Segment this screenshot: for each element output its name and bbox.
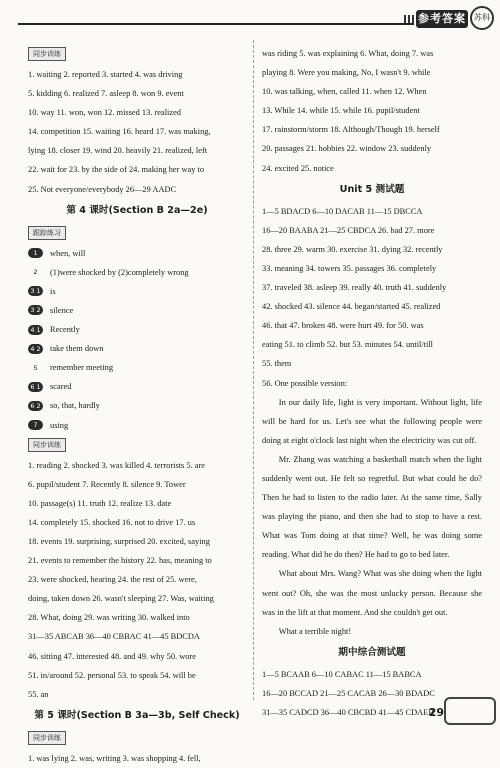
publisher-logo-icon: 苏科 — [470, 6, 494, 30]
item-answer: Recently — [50, 325, 80, 335]
answer-line: 31—35 CADCD 36—40 CBCBD 41—45 CDAEB — [262, 708, 434, 717]
answer-line: 14. completely 15. shocked 16. not to drive 17. us — [28, 517, 196, 527]
answer-line: 25. Not everyone/everybody 26—29 AADC — [28, 184, 177, 194]
follow-item — [28, 358, 246, 377]
follow-item — [28, 377, 246, 396]
right-column — [262, 44, 482, 722]
watermark-stamp-icon — [444, 697, 496, 725]
answer-line: 10. passage(s) 11. truth 12. realize 13. date — [28, 498, 172, 508]
item-number-label: 3 1 — [28, 286, 43, 296]
essay-paragraph: Mr. Zhang was watching a basketball match when the light suddenly went out. He felt so regretful. But what could he do? Then he had to listen to the radio later. At the same time, Sally was playing the piano, and then she had to stop to have a rest. What was Tom doing at that time? Well, he was doing some reading. What did he do then? He had to go to bed later. — [262, 454, 482, 560]
answer-lines — [28, 749, 246, 768]
answer-line: 17. rainstorm/storm 18. Although/Though 19. herself — [262, 125, 440, 135]
item-answer: scared — [50, 382, 72, 392]
answer-line: 28. What, doing 29. was writing 30. walked into — [28, 613, 190, 623]
item-answer: is — [50, 286, 56, 296]
answer-line: 1. was lying 2. was, writing 3. was shopping 4. fell, — [28, 753, 201, 763]
item-number-label: 6 1 — [28, 382, 43, 392]
answer-lines — [28, 65, 246, 199]
item-number-label: 4 2 — [28, 344, 43, 354]
item-number-label: 5 — [33, 363, 38, 372]
answer-lines — [28, 456, 246, 704]
column-divider — [253, 40, 254, 700]
answer-line: 5. kidding 6. realized 7. asleep 8. won 9. event — [28, 89, 184, 99]
item-number-label: 3 2 — [28, 305, 43, 315]
answer-line: 1—5 BDACD 6—10 DACAB 11—15 DBCCA — [262, 206, 423, 216]
answer-line: doing, taken down 26. wasn't sleeping 27. Was, waiting — [28, 594, 214, 604]
item-number-label: 4 1 — [28, 325, 43, 335]
follow-item — [28, 244, 246, 263]
item-number-label: 7 — [28, 420, 43, 430]
essay-paragraph: What about Mrs. Wang? What was she doing when the light went out? Oh, she was the most unlucky person. Because she was in the lift at that moment. And she couldn't get out. — [262, 569, 482, 617]
follow-item — [28, 396, 246, 415]
follow-item — [28, 320, 246, 339]
left-column — [28, 44, 246, 768]
answer-line: 37. traveled 38. asleep 39. really 40. truth 41. suddenly — [262, 283, 447, 293]
essay-paragraph: What a terrible night! — [278, 626, 352, 636]
section-tag: 同步训练 — [28, 438, 66, 452]
answer-line: 22. wait for 23. by the side of 24. making her way to — [28, 165, 205, 175]
answer-line: 20. passages 21. hobbies 22. window 23. suddenly — [262, 144, 432, 154]
header-rule — [18, 23, 414, 25]
follow-item — [28, 282, 246, 301]
item-answer: when, will — [50, 248, 86, 258]
answer-line: 14. competition 15. waiting 16. heard 17. was making, — [28, 127, 211, 137]
answer-line: 51. in/around 52. personal 53. to speak 54. will be — [28, 670, 196, 680]
midterm-title: 期中综合测试题 — [338, 646, 406, 658]
answer-line: playing 8. Were you making, No, I wasn't 9. while — [262, 68, 431, 78]
answer-line: 23. were shocked, hearing 24. the rest of 25. were, — [28, 575, 197, 585]
answer-line: 55. them — [262, 359, 292, 369]
essay-paragraph: In our daily life, light is very important. Without light, life will be hard for us. Let's see what the following people were doing at eight o'clock last night when the electricity was cut off. — [262, 397, 482, 445]
item-number-label: 6 2 — [28, 401, 43, 411]
answer-line: 13. While 14. while 15. while 16. pupil/student — [262, 106, 420, 116]
item-number-label: 2 — [33, 268, 38, 277]
answer-line: 24. excited 25. notice — [262, 163, 334, 173]
answer-line: 31—35 ABCAB 36—40 CBBAC 41—45 BDCDA — [28, 632, 200, 642]
answer-line: was riding 5. was explaining 6. What, doing 7. was — [262, 49, 434, 58]
sample-essay — [262, 393, 482, 641]
item-answer: remember meeting — [50, 363, 114, 373]
item-number-label: 1 — [28, 248, 43, 258]
item-answer: using — [50, 420, 69, 430]
answer-line: 1. reading 2. shocked 3. was killed 4. terrorists 5. are — [28, 460, 205, 470]
lesson-title: 第 5 课时(Section B 3a—3b, Self Check) — [34, 709, 240, 721]
section-tag: 同步训练 — [28, 731, 66, 745]
lesson-title: 第 4 课时(Section B 2a—2e) — [66, 204, 208, 216]
answer-line: 42. shocked 43. silence 44. began/started 45. realized — [262, 302, 441, 312]
answer-line: 56. One possible version: — [262, 378, 348, 388]
item-answer: so, that, hardly — [50, 401, 100, 411]
answer-line: 46. that 47. broken 48. were hurt 49. for 50. was — [262, 321, 424, 331]
unit-test-title: Unit 5 测试题 — [339, 183, 405, 195]
page-number: 29 — [428, 706, 444, 719]
answer-line: 18. events 19. surprising, surprised 20. excited, saying — [28, 536, 210, 546]
answer-line: 16—20 BAABA 21—25 CBDCA 26. bad 27. more — [262, 225, 435, 235]
header-dots — [404, 15, 414, 23]
answer-lines — [262, 202, 482, 393]
answer-lines — [262, 44, 482, 178]
item-answer: silence — [50, 305, 74, 315]
answer-line: 1—5 BCAAB 6—10 CABAC 11—15 BABCA — [262, 669, 422, 679]
follow-item — [28, 263, 246, 282]
answer-line: 55. an — [28, 689, 49, 699]
answer-line: 16—20 BCCAD 21—25 CACAB 26—30 BDADC — [262, 688, 435, 698]
follow-item — [28, 416, 246, 435]
item-answer: (1)were shocked by (2)completely wrong — [50, 267, 189, 277]
answer-line: eating 51. to climb 52. but 53. minutes 54. until/till — [262, 340, 433, 350]
answer-key-badge: 参考答案 — [416, 10, 468, 28]
section-tag: 跟踪练习 — [28, 226, 66, 240]
answer-line: 28. three 29. warm 30. exercise 31. dying 32. recently — [262, 244, 443, 254]
answer-line: 21. events to remember the history 22. has, meaning to — [28, 556, 212, 566]
answer-line: 10. way 11. won, won 12. missed 13. realized — [28, 108, 181, 118]
answer-line: lying 18. closer 19. wind 20. heavily 21. realized, left — [28, 146, 208, 156]
answer-line: 46. sitting 47. interested 48. and 49. why 50. wore — [28, 651, 196, 661]
section-tag: 同步训练 — [28, 47, 66, 61]
answer-line: 10. was talking, when, called 11. when 12. When — [262, 87, 427, 97]
answer-line: 33. meaning 34. towers 35. passages 36. completely — [262, 263, 437, 273]
item-answer: take them down — [50, 344, 104, 354]
follow-list — [28, 244, 246, 435]
follow-item — [28, 301, 246, 320]
answer-line: 1. waiting 2. reported 3. started 4. was driving — [28, 70, 183, 79]
answer-line: 6. pupil/student 7. Recently 8. silence 9. Tower — [28, 479, 186, 489]
follow-item — [28, 339, 246, 358]
